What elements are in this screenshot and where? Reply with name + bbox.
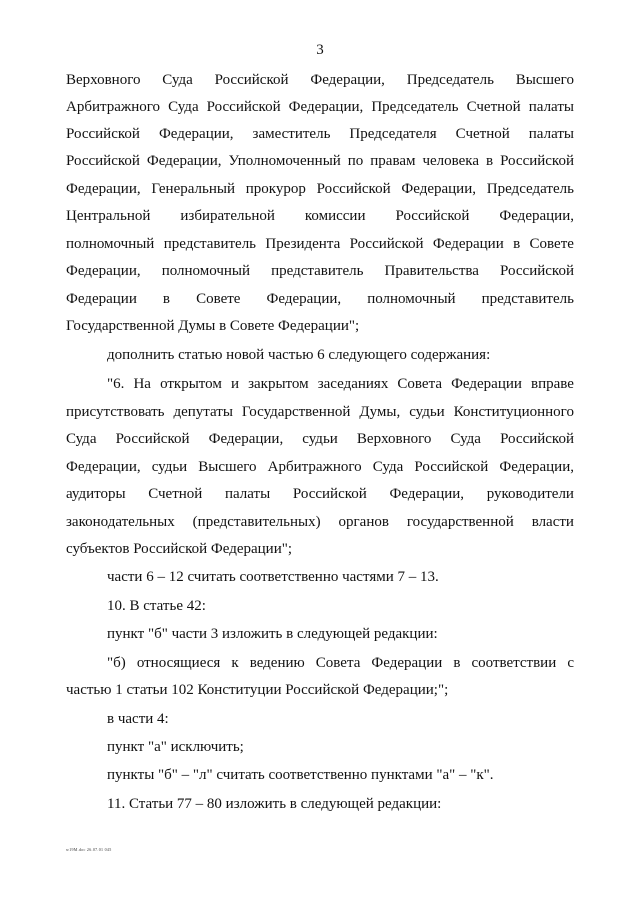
- word: Суда: [168, 99, 199, 115]
- word: Российской: [214, 72, 289, 88]
- word: Российской: [349, 236, 424, 252]
- word: Российской: [66, 126, 140, 142]
- line-5: [66, 206, 574, 226]
- line-0: [66, 70, 574, 90]
- word: палаты: [224, 486, 271, 502]
- word: Председатель: [406, 72, 494, 88]
- word: (представительных): [192, 514, 321, 530]
- word: Федерации,: [158, 126, 234, 142]
- word: представитель: [163, 236, 257, 252]
- word: депутаты: [173, 404, 233, 420]
- word: закрытом: [248, 376, 309, 392]
- word: "б): [107, 655, 126, 671]
- word: присутствовать: [66, 404, 165, 420]
- word: полномочный: [367, 291, 456, 307]
- line-15: [66, 484, 574, 504]
- line-6: [66, 234, 574, 254]
- line-22: частью 1 статьи 102 Конституции Российской Федерации;";: [66, 682, 449, 698]
- word: Федерации: [451, 376, 522, 392]
- line-4: [66, 179, 574, 199]
- line-21: [107, 653, 574, 673]
- line-3: [66, 151, 574, 171]
- word: Председателя: [349, 126, 437, 142]
- line-20: пункт "б" части 3 изложить в следующей редакции:: [107, 626, 438, 642]
- word: законодательных: [66, 514, 175, 530]
- word: Думы,: [359, 404, 401, 420]
- word: Совета: [315, 655, 361, 671]
- line-24: пункт "а" исключить;: [107, 739, 244, 755]
- word: Высшего: [198, 459, 257, 475]
- word: полномочный: [66, 236, 155, 252]
- word: полномочный: [161, 263, 251, 279]
- word: Председатель: [486, 181, 574, 197]
- word: Суда: [450, 431, 481, 447]
- word: Российской: [66, 153, 140, 169]
- word: Президента: [265, 236, 341, 252]
- word: Российской: [206, 99, 281, 115]
- word: Федерации,: [66, 181, 141, 197]
- line-25: пункты "б" – "л" считать соответственно пунктами "а" – "к".: [107, 767, 494, 783]
- word: Счетной: [466, 99, 521, 115]
- word: Суда: [372, 459, 404, 475]
- word: "6.: [107, 376, 125, 392]
- line-14: [66, 457, 574, 477]
- word: Российской: [500, 431, 574, 447]
- word: заседаниях: [317, 376, 389, 392]
- line-10: дополнить статью новой частью 6 следующего содержания:: [107, 347, 491, 363]
- word: аудиторы: [66, 486, 126, 502]
- word: человека: [422, 153, 480, 169]
- word: На: [133, 376, 151, 392]
- word: Высшего: [515, 72, 574, 88]
- word: Суда: [66, 431, 97, 447]
- line-9: Государственной Думы в Совете Федерации";: [66, 318, 360, 334]
- word: прокурор: [245, 181, 306, 197]
- word: Суда: [162, 72, 193, 88]
- word: Федерации,: [66, 263, 141, 279]
- word: с: [567, 655, 574, 671]
- word: Российской: [316, 181, 391, 197]
- word: органов: [338, 514, 389, 530]
- word: правам: [370, 153, 416, 169]
- word: судьи: [151, 459, 188, 475]
- word: Российской: [115, 431, 190, 447]
- word: руководители: [486, 486, 574, 502]
- word: Федерации,: [389, 486, 465, 502]
- word: Арбитражного: [267, 459, 362, 475]
- page-number: 3: [316, 42, 324, 58]
- word: Председатель: [371, 99, 459, 115]
- line-16: [66, 512, 574, 532]
- word: палаты: [528, 126, 574, 142]
- word: Уполномоченный: [228, 153, 341, 169]
- word: в: [513, 236, 521, 252]
- word: и: [230, 376, 239, 392]
- word: открытом: [160, 376, 222, 392]
- word: Государственной: [241, 404, 351, 420]
- word: Федерации,: [401, 181, 476, 197]
- word: Федерации,: [146, 153, 222, 169]
- line-23: в части 4:: [107, 711, 169, 727]
- word: Генеральный: [151, 181, 235, 197]
- word: Конституционного: [453, 404, 574, 420]
- word: Федерации,: [499, 459, 574, 475]
- line-7: [66, 261, 574, 281]
- word: комиссии: [304, 208, 366, 224]
- word: в: [162, 291, 171, 307]
- word: Российской: [500, 263, 574, 279]
- word: государственной: [406, 514, 514, 530]
- word: Совете: [529, 236, 574, 252]
- word: Верховного: [66, 72, 141, 88]
- word: Федерации,: [66, 459, 141, 475]
- word: Совета: [397, 376, 442, 392]
- word: Федерации: [66, 291, 137, 307]
- word: судьи: [302, 431, 338, 447]
- word: Федерации,: [208, 431, 284, 447]
- word: Арбитражного: [66, 99, 161, 115]
- word: соответствии: [471, 655, 557, 671]
- word: Российской: [500, 153, 574, 169]
- word: по: [347, 153, 364, 169]
- word: заместитель: [252, 126, 331, 142]
- word: Счетной: [455, 126, 510, 142]
- word: Российской: [292, 486, 367, 502]
- word: ведению: [249, 655, 305, 671]
- line-1: [66, 97, 574, 117]
- word: палаты: [528, 99, 574, 115]
- word: в: [453, 655, 461, 671]
- line-18: части 6 – 12 считать соответственно частями 7 – 13.: [107, 569, 439, 585]
- word: судьи: [409, 404, 445, 420]
- word: вправе: [531, 376, 574, 392]
- word: в: [486, 153, 494, 169]
- word: Правительства: [384, 263, 479, 279]
- word: Счетной: [148, 486, 203, 502]
- word: относящиеся: [136, 655, 221, 671]
- word: избирательной: [180, 208, 275, 224]
- word: Федерации: [371, 655, 443, 671]
- line-12: [66, 402, 574, 422]
- word: Российской: [395, 208, 470, 224]
- line-17: субъектов Российской Федерации";: [66, 541, 293, 557]
- word: Совете: [196, 291, 241, 307]
- word: Федерации: [432, 236, 504, 252]
- word: представитель: [271, 263, 364, 279]
- word: Центральной: [66, 208, 151, 224]
- line-11: [107, 374, 574, 394]
- word: к: [231, 655, 239, 671]
- word: Верховного: [356, 431, 432, 447]
- line-13: [66, 429, 574, 449]
- word: власти: [531, 514, 574, 530]
- line-26: 11. Статьи 77 – 80 изложить в следующей редакции:: [107, 796, 442, 812]
- footer-stamp: w19M.doc 26.07.01 045: [66, 847, 112, 852]
- line-19: 10. В статье 42:: [107, 598, 206, 614]
- word: Федерации,: [310, 72, 385, 88]
- word: Федерации,: [499, 208, 574, 224]
- word: представитель: [481, 291, 574, 307]
- line-8: [66, 289, 574, 309]
- word: Российской: [414, 459, 489, 475]
- word: Федерации,: [266, 291, 342, 307]
- line-2: [66, 124, 574, 144]
- word: Федерации,: [288, 99, 364, 115]
